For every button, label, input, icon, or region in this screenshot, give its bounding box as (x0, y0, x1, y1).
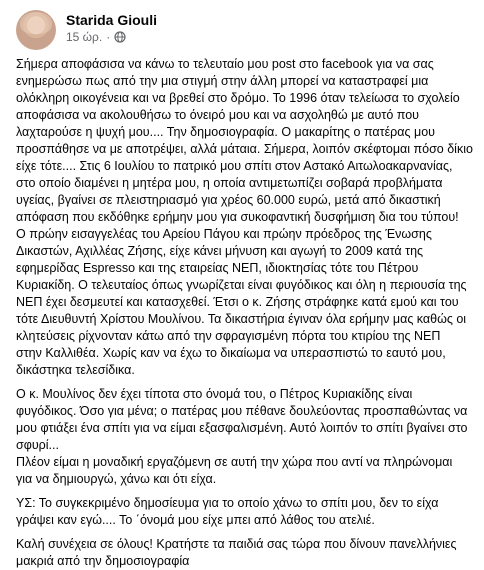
avatar[interactable] (16, 10, 56, 50)
post-text-line: στο οποίο διαμένει η μητέρα μου, η οποία αντιμετωπίζει σοβαρά προβλήματα (16, 176, 443, 190)
post-text-line: Σήμερα αποφάσισα να κάνω το τελευταίο μου post στο facebook για να σας (16, 57, 434, 71)
post-text-line: Καλή συνέχεια σε όλους! Κρατήστε τα παιδιά σας τώρα που δίνουν πανελλήνιες (16, 537, 457, 551)
post-text-line: υγείας, βγαίνει σε πλειστηριασμό για χρέος 60.000 ευρώ, μετά από δικαστική (16, 193, 441, 207)
post-paragraph (16, 495, 474, 529)
globe-icon (114, 31, 126, 43)
post-text-line: Κυριακίδη. Ο τελευταίος όπως γνωρίζεται είναι φυγόδικος και όλη η περιουσία της (16, 278, 467, 292)
post-text-line: ΥΣ: Το συγκεκριμένο δημοσίευμα για το οποίο χάνω το σπίτι μου, δεν το είχα (16, 496, 439, 510)
meta-separator: · (106, 30, 111, 44)
post-text-line: Πλέον είμαι η μοναδική εργαζόμενη σε αυτή την χώρα που αντί να πληρώνομαι (16, 455, 453, 469)
post-paragraph (16, 536, 474, 570)
post-text-line: για να δημιουργώ, χάνω και ότι είχα. (16, 472, 217, 486)
author-name[interactable]: Starida Giouli (66, 12, 158, 28)
post-text-line: μου φτιάξει ένα σπίτι για να είμαι εξασφαλισμένη. Αυτό λοιπόν το σπίτι βγαίνει στο (16, 421, 468, 435)
post-text-line: ενημερώσω πως από την μια στιγμή στην άλλη μπορεί να καταστραφεί μια (16, 74, 429, 88)
post-text-line: στην Καλλιθέα. Χωρίς καν να έχω το δικαίωμα να υπερασπιστώ το εαυτό μου, (16, 346, 446, 360)
post-text-line: ΝΕΠ έχει δεσμευτεί και κατασχεθεί. Έτσι ο κ. Ζήσης στράφηκε κατά εμού και του (16, 295, 459, 309)
post-text-line: φυγόδικος. Όσο για μένα; ο πατέρας μου πέθανε δουλεύοντας προσπαθώντας να (16, 404, 468, 418)
post-text-line: αποφάσισα να ακολουθήσω το όνειρό μου και να ασχοληθώ με αυτό που (16, 108, 419, 122)
post-text-line: Δικαστών, Αχιλλέας Ζήσης, είχε κάνει μήνυση και αγωγή το 2009 κατά της (16, 244, 424, 258)
post-text-line: είχε τότε.... Στις 6 Ιουλίου το πατρικό μου σπίτι στον Αστακό Αιτωλοακαρνανίας, (16, 159, 453, 173)
post-text-line: προσπάθησε να με αποτρέψει, αλλά μάταια. Σήμερα, λοιπόν σκέφτομαι πόσο δίκιο (16, 142, 473, 156)
post-text-line: ολόκληρη οικογένεια και να βρεθεί στο δρόμο. Το 1996 όταν τελείωσα το σχολείο (16, 91, 460, 105)
post-text-line: κλητεύσεις ρίχνονταν κάτω από την σφραγισμένη πόρτα του κτιρίου της ΝΕΠ (16, 329, 441, 343)
paragraph-gap (16, 379, 474, 386)
post-text-line: εφημερίδας Espresso και της εταιρείας ΝΕΠ, ιδιοκτησίας τότε του Πέτρου (16, 261, 419, 275)
paragraph-gap (16, 488, 474, 495)
post-text-line: Ο πρώην εισαγγελέας του Αρείου Πάγου και πρώην πρόεδρος της Ένωσης (16, 227, 432, 241)
post-body (16, 56, 474, 570)
timestamp[interactable]: 15 ώρ. (66, 30, 103, 44)
post-text-line: λαχταρούσε η ψυχή μου.... Την δημοσιογραφία. Ο μακαρίτης ο πατέρας μου (16, 125, 435, 139)
post-text-line: σφυρί... (16, 438, 59, 452)
post-text-line: γράψει καν εγώ.... Το ΄όνομά μου είχε μπει από λάθος του ατελιέ. (16, 513, 375, 527)
post-paragraph (16, 386, 474, 488)
post-text-line: Ο κ. Μουλίνος δεν έχει τίποτα στο όνομά του, ο Πέτρος Κυριακίδης είναι (16, 387, 413, 401)
post-text-line: δικάστηκα τελεσίδικα. (16, 363, 135, 377)
paragraph-gap (16, 529, 474, 536)
post-paragraph (16, 56, 474, 379)
post-text-line: απόφαση που εκδόθηκε ερήμην μου για συκοφαντική δυσφήμιση δια του τύπου! (16, 210, 459, 224)
post-text-line: τότε Διευθυντή Χρίστου Μουλίνου. Τα δικαστήρια έγιναν όλα ερήμην μας καθώς οι (16, 312, 467, 326)
post-meta (66, 30, 126, 44)
post-header (16, 10, 456, 50)
post-text-line: μακριά από την δημοσιογραφία (16, 554, 190, 568)
